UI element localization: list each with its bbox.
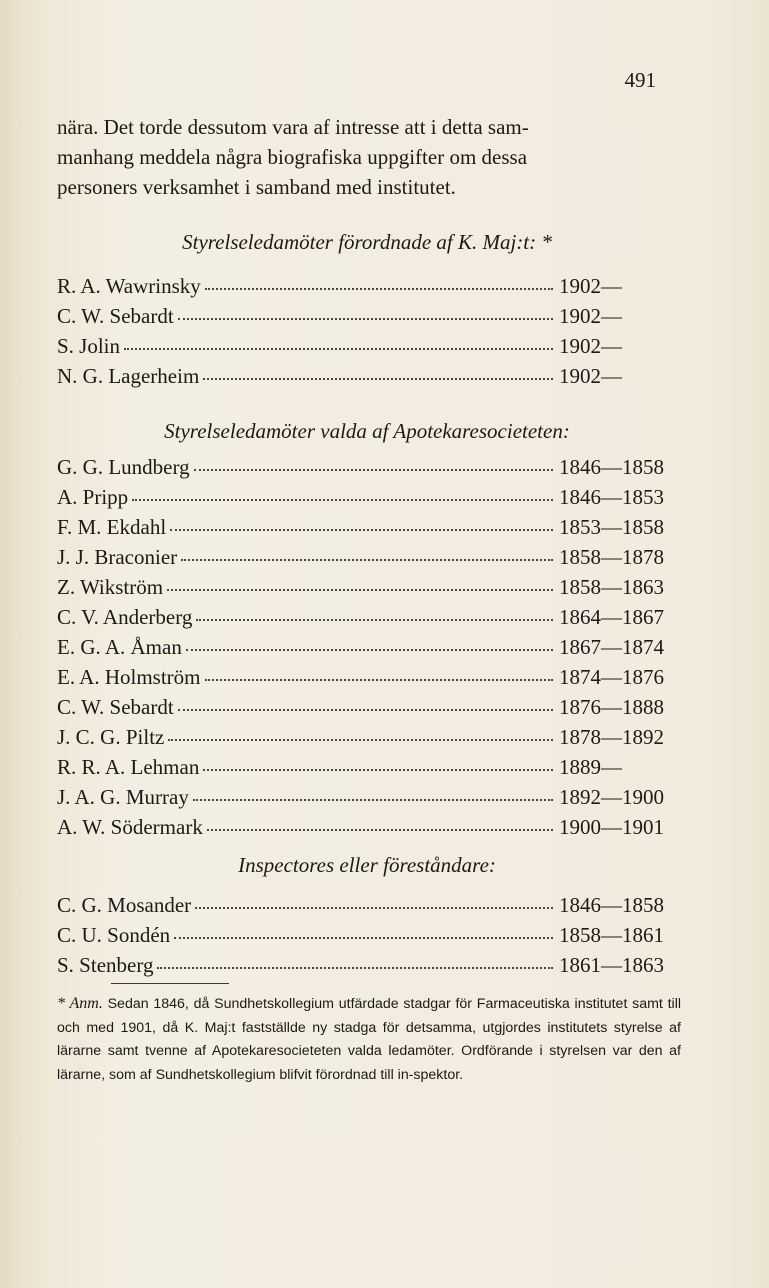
list-item	[57, 953, 679, 983]
dot-leader	[193, 797, 553, 801]
footnote-marker: * Anm.	[57, 995, 103, 1012]
list-item	[57, 605, 679, 635]
list-item	[57, 695, 679, 725]
dot-leader	[170, 527, 553, 531]
member-name: C. V. Anderberg	[57, 605, 193, 629]
list-item	[57, 515, 679, 545]
dot-leader	[205, 677, 553, 681]
list-society-members	[57, 455, 679, 845]
member-name: A. W. Södermark	[57, 815, 203, 839]
list-item	[57, 665, 679, 695]
dot-leader	[196, 617, 553, 621]
list-item	[57, 545, 679, 575]
member-name: C. W. Sebardt	[57, 695, 174, 719]
member-years: 1878—1892	[559, 725, 664, 749]
member-years: 1861—1863	[559, 953, 664, 977]
dot-leader	[178, 707, 553, 711]
section-heading-apotekaresocieteten: Styrelseledamöter valda af Apotekaresocieteten:	[164, 419, 570, 443]
member-years: 1874—1876	[559, 665, 664, 689]
list-item	[57, 274, 679, 304]
member-years: 1902—	[559, 364, 622, 388]
member-years: 1902—	[559, 304, 622, 328]
member-years: 1853—1858	[559, 515, 664, 539]
list-kmajt-members	[57, 274, 679, 394]
list-item	[57, 815, 679, 845]
list-item	[57, 485, 679, 515]
member-years: 1902—	[559, 334, 622, 358]
page-number: 491	[624, 68, 656, 92]
member-years: 1858—1878	[559, 545, 664, 569]
member-name: E. G. A. Åman	[57, 635, 182, 659]
dot-leader	[203, 376, 553, 380]
list-item	[57, 893, 679, 923]
dot-leader	[124, 346, 553, 350]
member-years: 1864—1867	[559, 605, 664, 629]
dot-leader	[186, 647, 553, 651]
dot-leader	[168, 737, 553, 741]
list-item	[57, 575, 679, 605]
list-item	[57, 785, 679, 815]
dot-leader	[174, 935, 553, 939]
member-years: 1900—1901	[559, 815, 664, 839]
member-name: Z. Wikström	[57, 575, 164, 599]
list-item	[57, 304, 679, 334]
member-years: 1889—	[559, 755, 622, 779]
list-item	[57, 923, 679, 953]
member-name: J. A. G. Murray	[57, 785, 189, 809]
intro-line: manhang meddela några biografiska uppgifter om dessa	[57, 145, 528, 169]
dot-leader	[157, 965, 553, 969]
member-name: C. W. Sebardt	[57, 304, 174, 328]
member-years: 1858—1861	[559, 923, 664, 947]
member-name: S. Jolin	[57, 334, 121, 358]
list-item	[57, 364, 679, 394]
dot-leader	[207, 827, 553, 831]
list-item	[57, 455, 679, 485]
dot-leader	[203, 767, 553, 771]
dot-leader	[205, 286, 553, 290]
intro-line: personers verksamhet i samband med institutet.	[57, 175, 456, 199]
dot-leader	[181, 557, 553, 561]
list-inspectores	[57, 893, 679, 983]
member-name: C. G. Mosander	[57, 893, 192, 917]
list-item	[57, 725, 679, 755]
member-name: R. R. A. Lehman	[57, 755, 200, 779]
intro-line: nära. Det torde dessutom vara af intresse att i detta sam-	[57, 115, 529, 139]
member-name: C. U. Sondén	[57, 923, 171, 947]
list-item	[57, 755, 679, 785]
member-years: 1902—	[559, 274, 622, 298]
dot-leader	[178, 316, 553, 320]
member-name: S. Stenberg	[57, 953, 154, 977]
footnote	[57, 992, 681, 1087]
dot-leader	[194, 467, 553, 471]
member-years: 1858—1863	[559, 575, 664, 599]
dot-leader	[167, 587, 553, 591]
member-years: 1892—1900	[559, 785, 664, 809]
footnote-rule	[111, 983, 229, 984]
member-name: R. A. Wawrinsky	[57, 274, 201, 298]
member-name: E. A. Holmström	[57, 665, 201, 689]
member-years: 1846—1858	[559, 455, 664, 479]
section-heading-kmajt: Styrelseledamöter förordnade af K. Maj:t: *	[182, 230, 552, 254]
member-years: 1867—1874	[559, 635, 664, 659]
footnote-text: Sedan 1846, då Sundhetskollegium utfärdade stadgar för Farmaceutiska institutet samt till och med 1901, då K. Maj:t fastställde ny stadga för detsamma, utgjordes institutets styrelse af lärarne samt tvenne af Apotekaresocieteten valda ledamöter. Ordförande i styrelsen var den af lärarne, som af Sundhetskollegium blifvit förordnad till in-spektor.	[57, 996, 681, 1083]
member-name: A. Pripp	[57, 485, 129, 509]
member-name: G. G. Lundberg	[57, 455, 190, 479]
member-years: 1876—1888	[559, 695, 664, 719]
section-heading-inspectores: Inspectores eller föreståndare:	[238, 853, 496, 877]
list-item	[57, 334, 679, 364]
list-item	[57, 635, 679, 665]
member-name: J. J. Braconier	[57, 545, 178, 569]
member-years: 1846—1853	[559, 485, 664, 509]
member-name: F. M. Ekdahl	[57, 515, 167, 539]
member-years: 1846—1858	[559, 893, 664, 917]
intro-paragraph	[57, 112, 677, 202]
dot-leader	[195, 905, 553, 909]
member-name: J. C. G. Piltz	[57, 725, 165, 749]
member-name: N. G. Lagerheim	[57, 364, 200, 388]
dot-leader	[132, 497, 553, 501]
